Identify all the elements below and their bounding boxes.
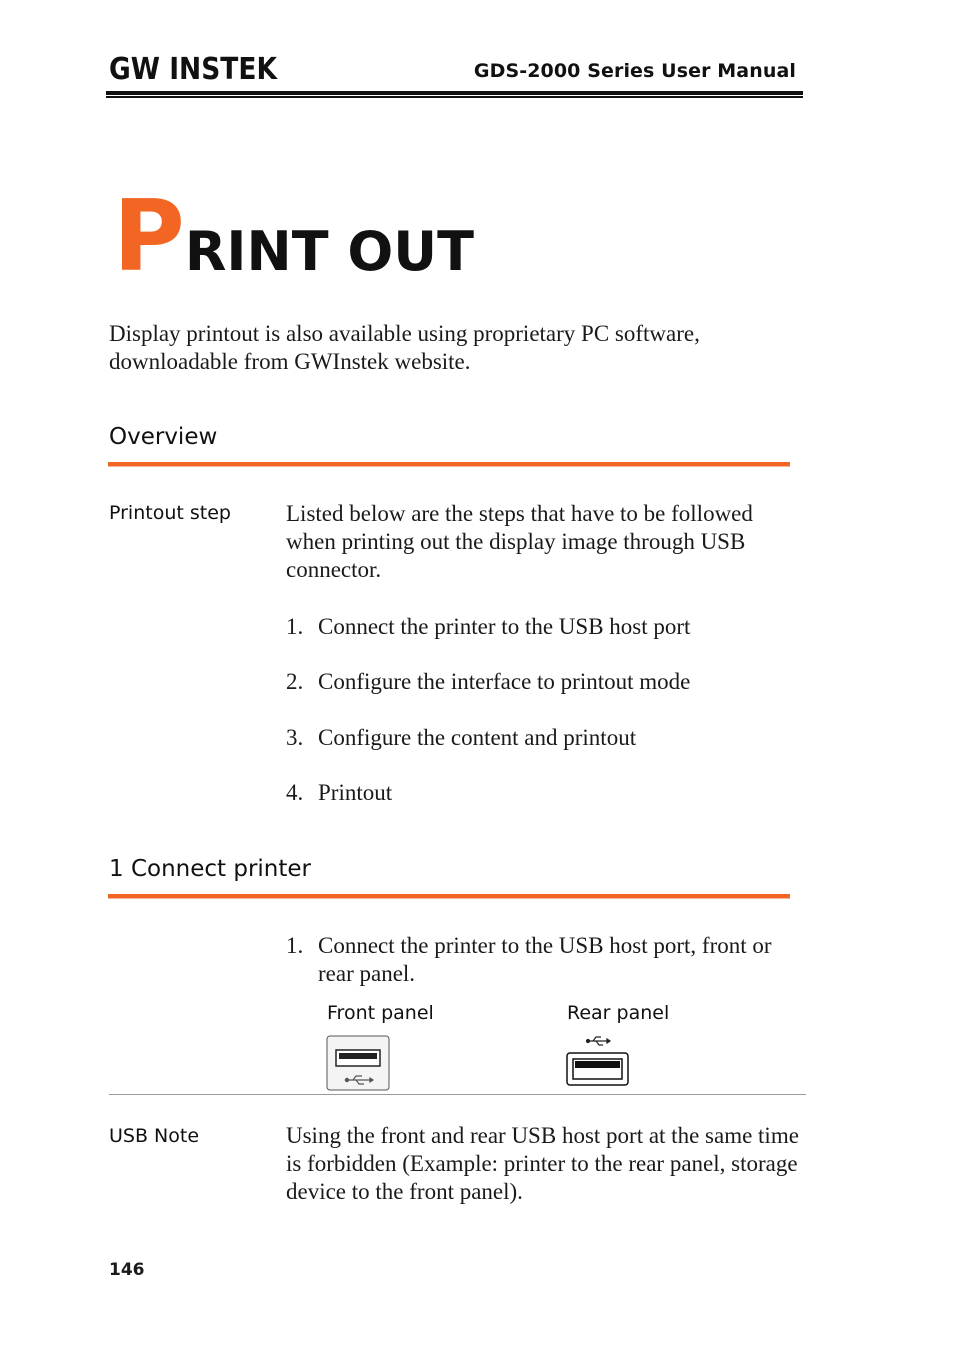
section-rule: [108, 462, 790, 467]
manual-title: GDS-2000 Series User Manual: [473, 60, 796, 82]
list-item: 3. Configure the content and printout: [286, 725, 637, 750]
section-heading-overview: Overview: [109, 424, 218, 450]
rear-panel-label: Rear panel: [567, 1002, 670, 1024]
svg-text:GW INSTEK: GW INSTEK: [109, 52, 279, 87]
chapter-title-rest: RINT OUT: [184, 220, 474, 283]
list-item: 1. Connect the printer to the USB host port: [286, 614, 691, 639]
divider: [109, 1094, 806, 1095]
header-rule-thin: [106, 96, 803, 98]
list-item: 2. Configure the interface to printout mode: [286, 669, 691, 694]
section-rule: [108, 894, 790, 899]
connect-step-number: 1.: [286, 933, 304, 958]
chapter-title: [113, 180, 474, 294]
header-rule: [106, 91, 803, 95]
gwinstek-logo: [109, 52, 279, 87]
printout-step-label: Printout step: [109, 502, 231, 524]
list-item: 4. Printout: [286, 780, 393, 805]
rear-usb-port-icon: [565, 1033, 631, 1087]
intro-paragraph: Display printout is also available using proprietary PC software, downloadable from GWInstek website.: [109, 321, 700, 374]
page-number: 146: [109, 1260, 145, 1280]
connect-step: [286, 932, 806, 988]
usb-note-text: Using the front and rear USB host port at the same time is forbidden (Example: printer to the rear panel, storage device to the front panel).: [286, 1123, 799, 1204]
printout-step-description: Listed below are the steps that have to be followed when printing out the display image through USB connector.: [286, 501, 753, 582]
front-usb-port-icon: [326, 1035, 391, 1092]
connect-step-text: Connect the printer to the USB host port, front or rear panel.: [318, 933, 772, 986]
chapter-title-initial: P: [113, 180, 185, 294]
usb-note-label: USB Note: [109, 1125, 200, 1147]
section-heading-connect-printer: 1 Connect printer: [109, 856, 312, 882]
front-panel-label: Front panel: [327, 1002, 434, 1024]
